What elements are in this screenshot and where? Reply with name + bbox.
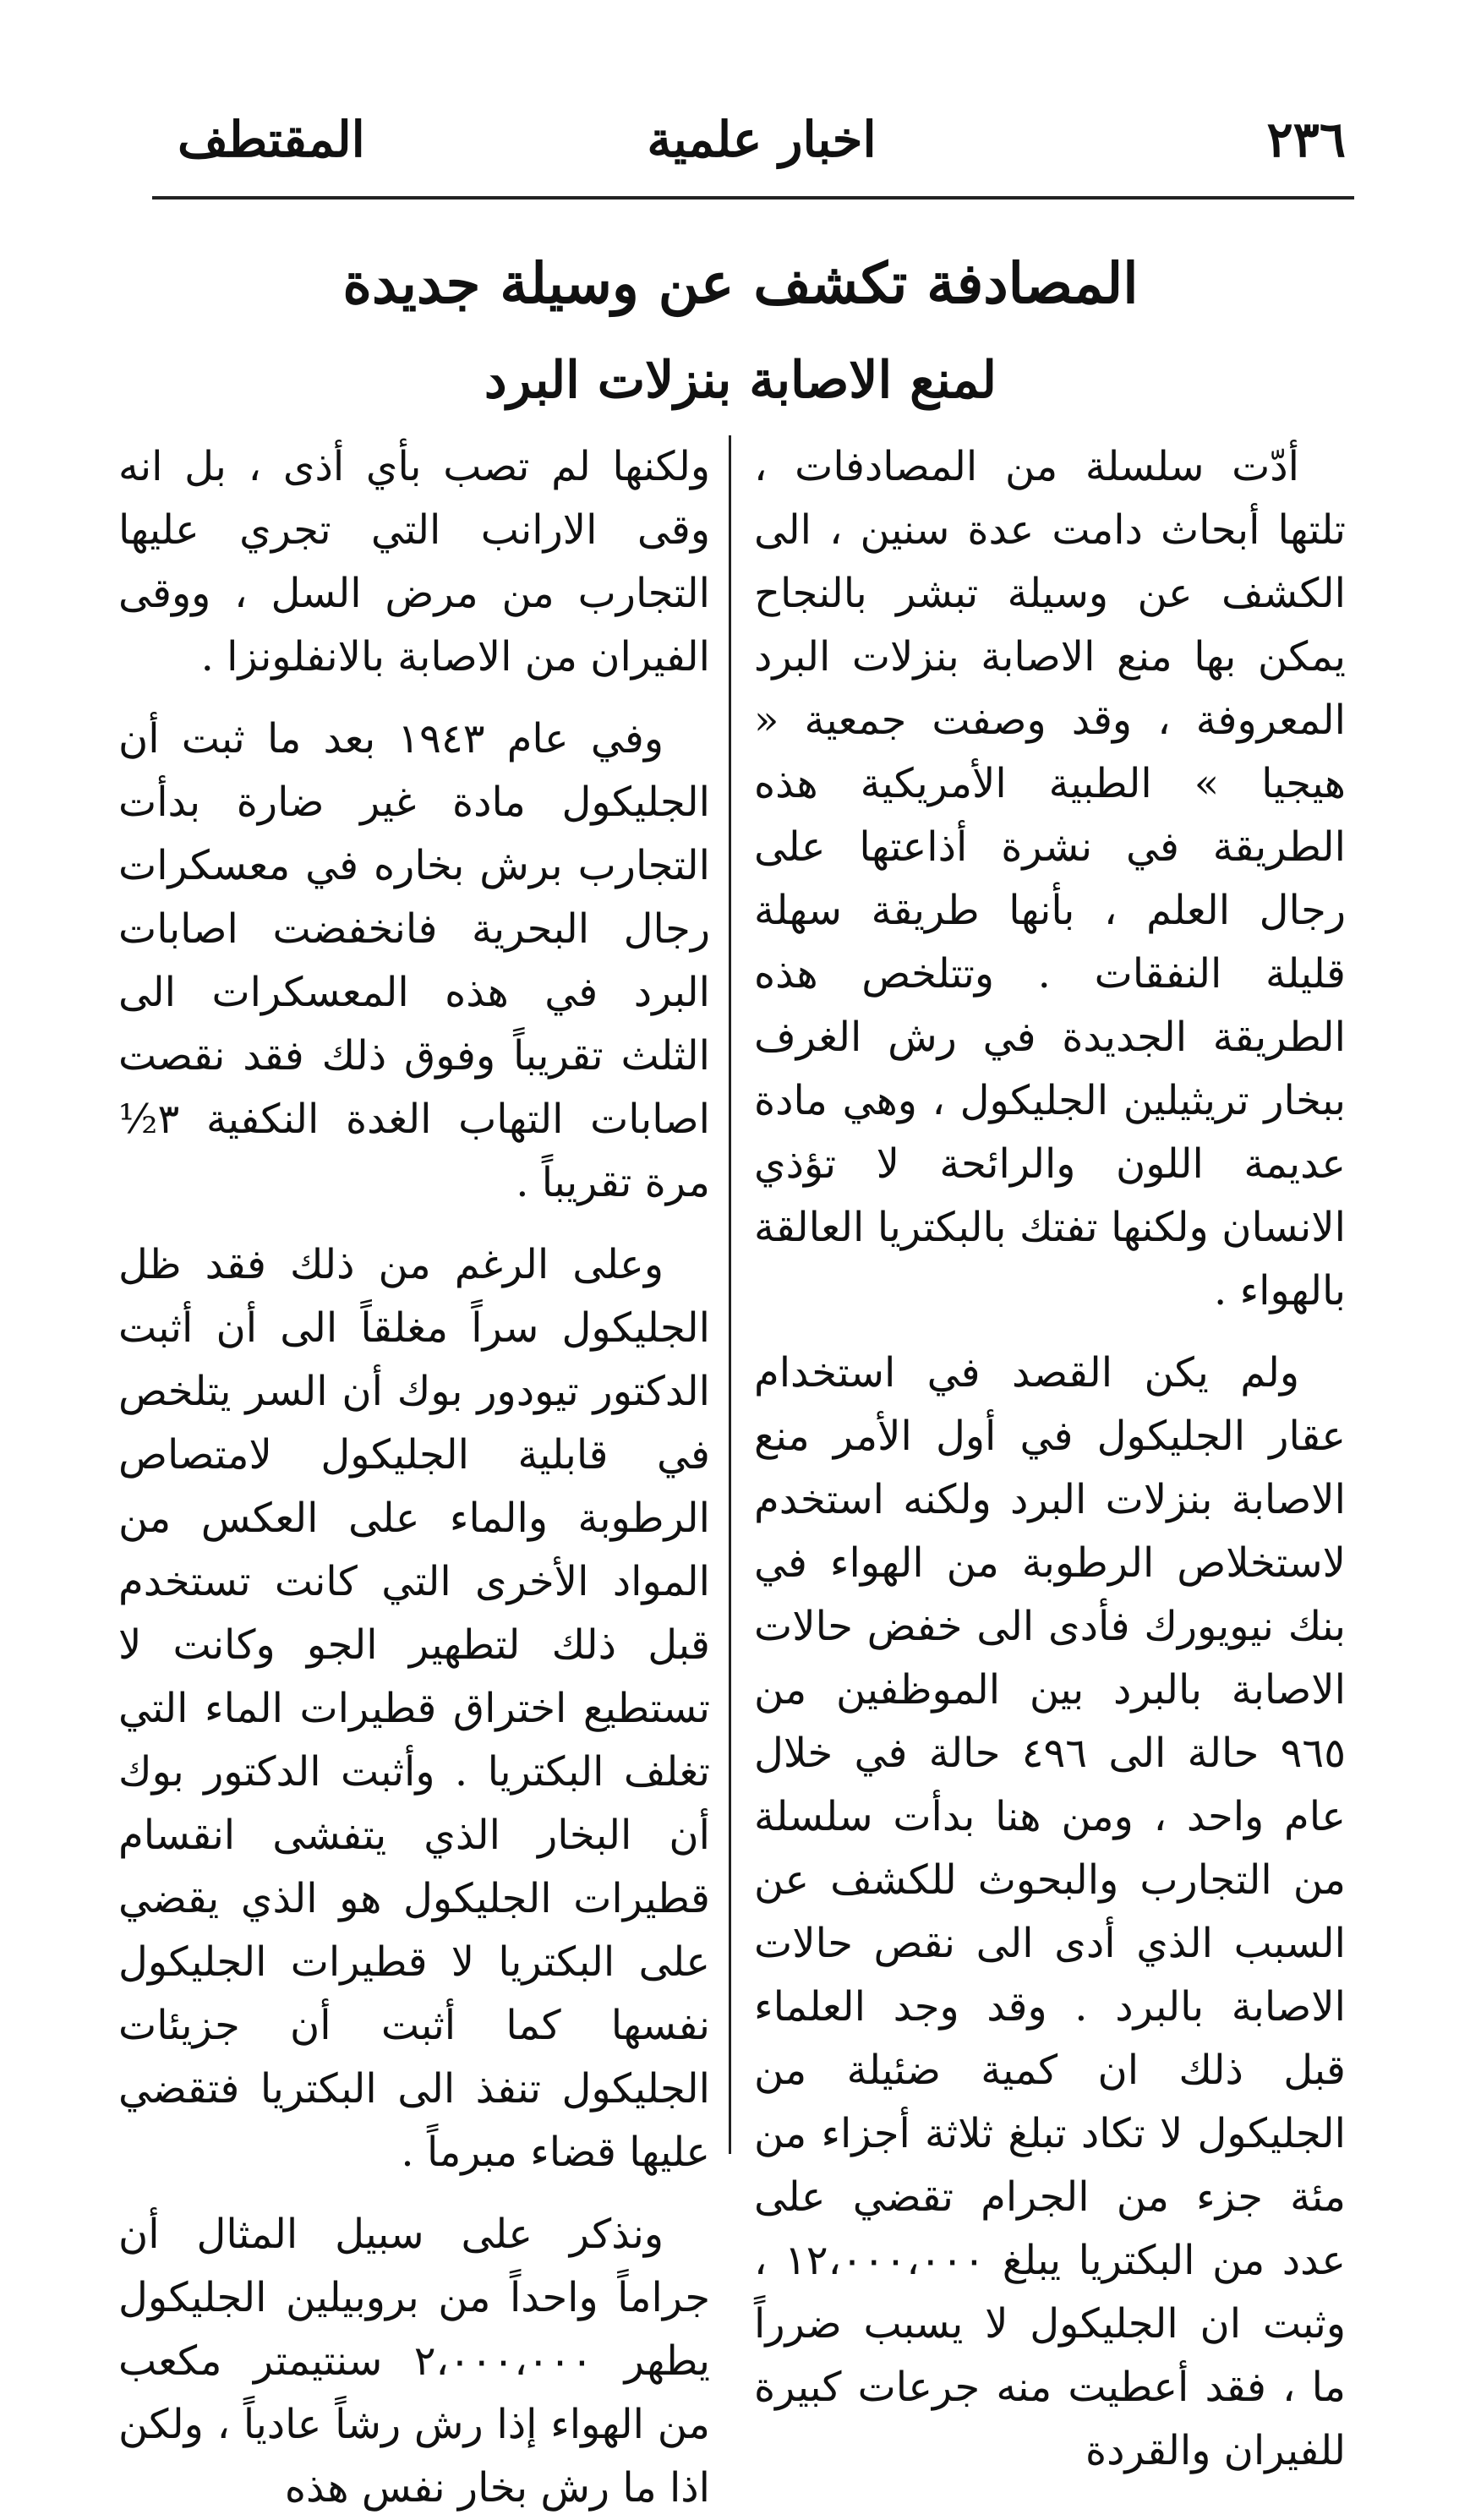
- journal-name: المقتطف: [178, 111, 365, 168]
- article-subtitle: لمنع الاصابة بنزلات البرد: [484, 351, 997, 410]
- paragraph: وعلى الرغم من ذلك فقد ظل الجليكول سراً مغلقاً الى أن أثبت الدكتور تيودور بوك أن السر يتلخص في قابلية الجليكول لامتصاص الرطوبة والماء على العكس من المواد الأخرى التي كانت تستخدم قبل ذلك لتطهير الجو وكانت لا تستطيع اختراق قطيرات الماء التي تغلف البكتريا . وأثبت الدكتور بوك أن البخار الذي يتفشى انقسام قطيرات الجليكول هو الذي يقضي على البكتريا لا قطيرات الجليكول نفسها كما أثبت أن جزيئات الجليكول تنفذ الى البكتريا فتقضي عليها قضاء مبرماً .: [118, 1241, 710, 2176]
- header-rule: [152, 196, 1354, 200]
- column-divider: [729, 435, 731, 2154]
- right-column: [754, 435, 1346, 2474]
- paragraph: ولم يكن القصد في استخدام عقار الجليكول في أول الأمر منع الاصابة بنزلات البرد ولكنه استخدم لاستخلاص الرطوبة من الهواء في بنك نيويورك فأدى الى خفض حالات الاصابة بالبرد بين الموظفين من ٩٦٥ حالة الى ٤٩٦ حالة في خلال عام واحد ، ومن هنا بدأت سلسلة من التجارب والبحوث للكشف عن السبب الذي أدى الى نقص حالات الاصابة بالبرد . وقد وجد العلماء قبل ذلك ان كمية ضئيلة من الجليكول لا تكاد تبلغ ثلاثة أجزاء من مئة جزء من الجرام تقضي على عدد من البكتريا يبلغ ١٢،٠٠٠،٠٠٠ ، وثبت ان الجليكول لا يسبب ضرراً ما ، فقد أعطيت منه جرعات كبيرة للفيران والقردة: [754, 1349, 1346, 2474]
- paragraph: ونذكر على سبيل المثال أن جراماً واحداً من بروبيلين الجليكول يطهر ٢،٠٠٠،٠٠٠ سنتيمتر مكعب من الهواء إذا رش رشاً عادياً ، ولكن اذا ما رش بخار نفس هذه: [118, 2211, 710, 2512]
- article-title: المصادفة تكشف عن وسيلة جديدة: [342, 250, 1139, 316]
- left-column: [118, 435, 710, 2512]
- paragraph: أدّت سلسلة من المصادفات ، تلتها أبحاث دامت عدة سنين ، الى الكشف عن وسيلة تبشر بالنجاح يمكن بها منع الاصابة بنزلات البرد المعروفة ، وقد وصفت جمعية « هيجيا » الطبية الأمريكية هذه الطريقة في نشرة أذاعتها على رجال العلم ، بأنها طريقة سهلة قليلة النفقات . وتتلخص هذه الطريقة الجديدة في رش الغرف ببخار تريثيلين الجليكول ، وهي مادة عديمة اللون والرائحة لا تؤذي الانسان ولكنها تفتك بالبكتريا العالقة بالهواء .: [754, 443, 1346, 1315]
- page-number: ٢٣٦: [1266, 111, 1346, 168]
- section-title: اخبار علمية: [647, 111, 877, 168]
- running-header: [178, 101, 1346, 178]
- paragraph: ولكنها لم تصب بأي أذى ، بل انه وقى الارانب التي تجري عليها التجارب من مرض السل ، ووقى الفيران من الاصابة بالانفلونزا .: [118, 443, 710, 681]
- paragraph: وفي عام ١٩٤٣ بعد ما ثبت أن الجليكول مادة غير ضارة بدأت التجارب برش بخاره في معسكرات رجال البحرية فانخفضت اصابات البرد في هذه المعسكرات الى الثلث تقريباً وفوق ذلك فقد نقصت اصابات التهاب الغدة النكفية ٣½ مرة تقريباً .: [118, 715, 710, 1206]
